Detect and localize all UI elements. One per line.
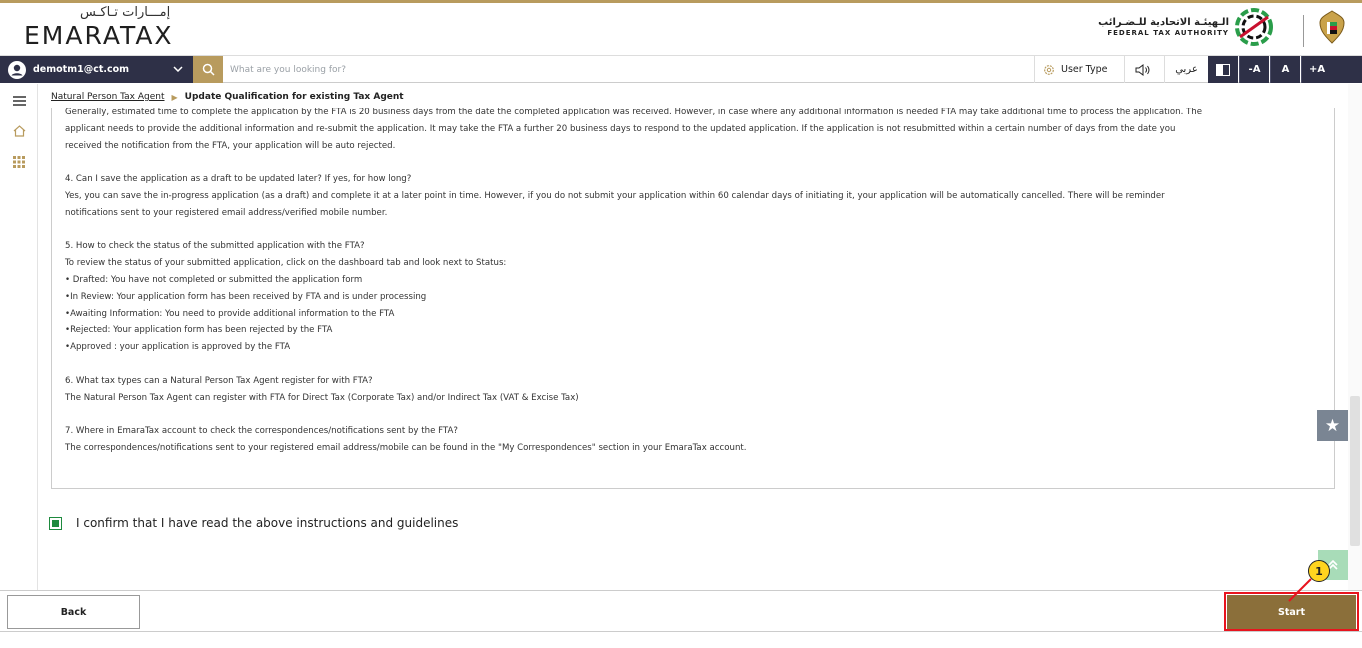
hamburger-menu-icon[interactable]	[10, 92, 28, 110]
footer-bar	[0, 590, 1362, 632]
search-input[interactable]	[230, 60, 730, 79]
instruction-line: 7. Where in EmaraTax account to check the correspondences/notifications sent by the FTA?	[65, 426, 458, 437]
chevron-down-icon	[173, 64, 183, 75]
user-email: demotm1@ct.com	[33, 64, 130, 75]
scrollbar[interactable]	[1348, 84, 1362, 590]
breadcrumb	[51, 92, 404, 102]
instruction-line: The correspondences/notifications sent to your registered email address/mobile can be found in the "My Correspondences" section in your EmaraTax account.	[65, 442, 747, 453]
emaratax-logo-arabic: إمـــارات تـاكـس	[80, 5, 171, 20]
instruction-line: applicant needs to provide the additional information and re-submit the application. It may take the FTA a further 20 business days to respond to the updated application. If the application is not resubmitted within a certain number of days from the date you	[65, 123, 1176, 134]
font-increase-button[interactable]: +A	[1301, 56, 1332, 83]
navbar-end-fill	[1332, 56, 1362, 83]
apps-grid-icon[interactable]	[10, 153, 28, 171]
paragraph-gap	[65, 406, 1325, 423]
instruction-line: •Awaiting Information: You need to provide additional information to the FTA	[65, 308, 395, 319]
confirm-label: I confirm that I have read the above instructions and guidelines	[76, 516, 459, 530]
header	[0, 3, 1362, 55]
instruction-line: received the notification from the FTA, your application will be auto rejected.	[65, 140, 396, 151]
star-icon: ★	[1324, 415, 1341, 436]
contrast-toggle[interactable]	[1208, 56, 1238, 83]
gear-icon	[1043, 64, 1055, 76]
back-button[interactable]: Back	[7, 595, 140, 629]
fta-logo-icon	[1234, 7, 1274, 47]
fta-name-english: FEDERAL TAX AUTHORITY	[1107, 29, 1229, 37]
confirm-row	[49, 516, 458, 530]
home-icon[interactable]	[10, 122, 28, 140]
paragraph-gap	[65, 154, 1325, 171]
breadcrumb-arrow-icon: ▶	[171, 92, 178, 102]
confirm-checkbox[interactable]	[49, 517, 62, 530]
contrast-icon	[1216, 64, 1230, 76]
instruction-line: Yes, you can save the in-progress application (as a draft) and complete it at a later point in time. However, if you do not submit your application within 60 calendar days of initiating it, your application will be automatically cancelled. There will be reminder	[65, 190, 1165, 201]
step-callout-badge: 1	[1308, 560, 1330, 582]
uae-emblem-icon	[1316, 9, 1348, 45]
user-type-label: User Type	[1061, 64, 1108, 75]
instruction-line: notifications sent to your registered email address/verified mobile number.	[65, 207, 388, 218]
instruction-line: Generally, estimated time to complete the application by the FTA is 20 business days from the date the completed application was received. However, in case where any additional information is needed FTA may take additional time to process the application. The	[65, 108, 1203, 117]
instructions-panel[interactable]	[51, 108, 1335, 489]
favorite-star-button[interactable]	[1317, 410, 1348, 441]
paragraph-gap	[65, 222, 1325, 239]
start-button-highlight	[1224, 592, 1359, 631]
instruction-line: • Drafted: You have not completed or submitted the application form	[65, 274, 363, 285]
font-decrease-button[interactable]: -A	[1239, 56, 1269, 83]
language-toggle[interactable]: عربي	[1164, 56, 1208, 83]
emaratax-logo[interactable]: EMARATAX	[24, 21, 174, 50]
side-rail	[0, 84, 38, 590]
instruction-line: •In Review: Your application form has been received by FTA and is under processing	[65, 291, 427, 302]
fta-name-arabic: الـهيئـة الاتحادية للـضـرائب	[1098, 17, 1229, 28]
instructions-text	[65, 108, 1325, 457]
fta-logo-text	[1098, 17, 1229, 37]
font-normal-button[interactable]: A	[1270, 56, 1300, 83]
user-type-button[interactable]	[1034, 56, 1117, 83]
user-menu[interactable]	[0, 56, 193, 83]
user-avatar-icon	[8, 61, 26, 79]
search-button[interactable]	[193, 56, 223, 83]
instruction-line: 4. Can I save the application as a draft to be updated later? If yes, for how long?	[65, 174, 412, 185]
instruction-line: 5. How to check the status of the submitted application with the FTA?	[65, 241, 365, 252]
instruction-line: •Approved : your application is approved by the FTA	[65, 342, 291, 353]
start-button[interactable]: Start	[1227, 595, 1356, 629]
scrollbar-thumb[interactable]	[1350, 396, 1360, 546]
checkbox-checked-mark	[52, 520, 59, 527]
search-icon	[202, 63, 215, 76]
header-divider	[1303, 15, 1304, 47]
instruction-line: •Rejected: Your application form has been rejected by the FTA	[65, 325, 333, 336]
top-navbar	[0, 55, 1362, 83]
breadcrumb-current: Update Qualification for existing Tax Agent	[184, 92, 404, 102]
paragraph-gap	[65, 356, 1325, 373]
speaker-icon	[1135, 64, 1151, 76]
instruction-line: To review the status of your submitted application, click on the dashboard tab and look next to Status:	[65, 258, 507, 269]
read-aloud-button[interactable]	[1124, 56, 1160, 83]
instruction-line: The Natural Person Tax Agent can register with FTA for Direct Tax (Corporate Tax) and/or Indirect Tax (VAT & Excise Tax)	[65, 392, 579, 403]
instruction-line: 6. What tax types can a Natural Person Tax Agent register for with FTA?	[65, 375, 373, 386]
breadcrumb-parent-link[interactable]: Natural Person Tax Agent	[51, 92, 165, 102]
